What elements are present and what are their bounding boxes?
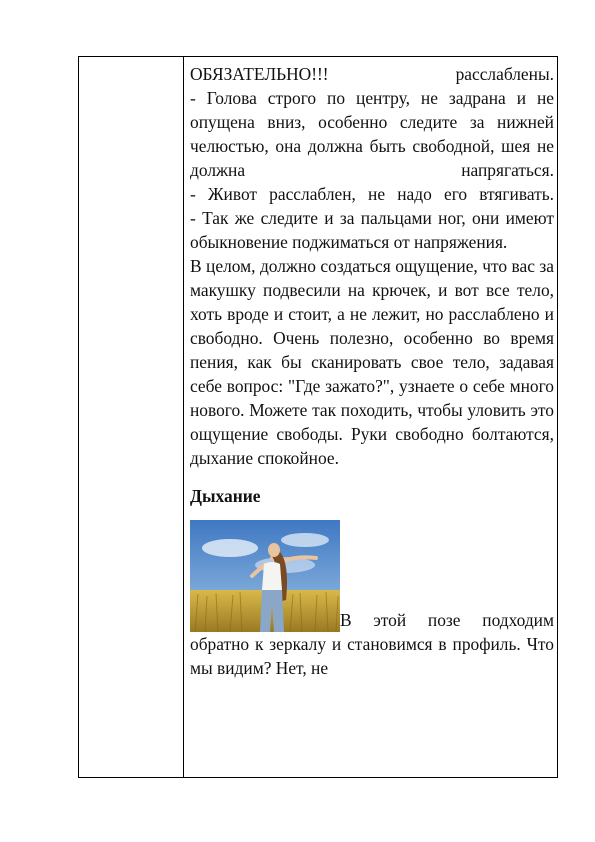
column-divider <box>183 57 184 777</box>
woman-in-wheat-field-photo <box>190 520 340 632</box>
paragraph-head-position: - Голова строго по центру, не задрана и не опущена вниз, особенно следите за нижней челюстью, она должна быть свободной, шея не должна напрягаться. <box>190 88 554 180</box>
after-image-text: В этой позе подходим обратно к зеркалу и становимся в профиль. Что мы видим? Нет, не <box>190 610 554 678</box>
document-table <box>78 56 558 778</box>
paragraph-after-image <box>190 520 554 680</box>
paragraph-toes: - Так же следите и за пальцами ног, они имеют обыкновение поджиматься от напряжения. <box>190 208 554 252</box>
paragraph-belly: - Живот расслаблен, не надо его втягивать. <box>190 184 554 204</box>
table-cell-content <box>190 62 554 680</box>
paragraph-overall: В целом, должно создаться ощущение, что вас за макушку подвесили на крючек, и вот все тело, хоть вроде и стоит, а не лежит, но расслаблено и свободно. Очень полезно, особенно во время пения, как бы сканировать свое тело, задавая себе вопрос: "Где зажато?", узнаете о себе много нового. Можете так походить, чтобы уловить это ощущение свободы. Руки свободно болтаются, дыхание спокойное. <box>190 256 554 468</box>
section-heading-breathing: Дыхание <box>190 486 261 506</box>
paragraph-1: ОБЯЗАТЕЛЬНО!!! расслаблены. <box>190 64 554 84</box>
